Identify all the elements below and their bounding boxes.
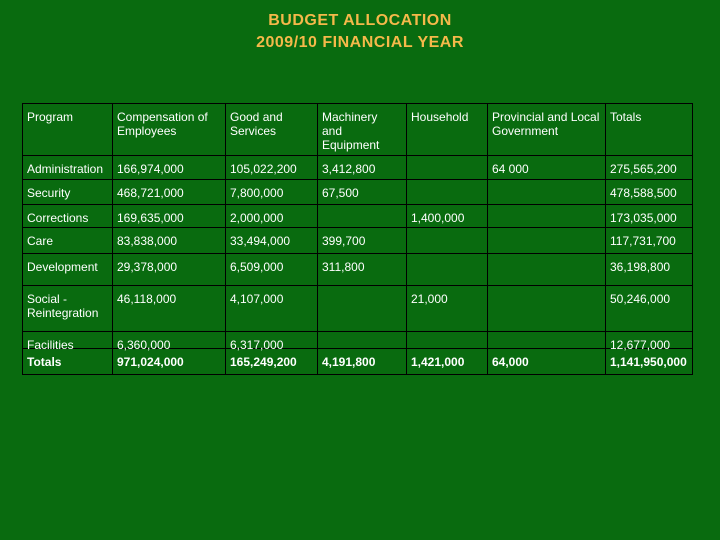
table-cell-goods-services: 2,000,000 [230, 211, 284, 225]
table-cell-goods-services: 6,317,000 [230, 338, 284, 352]
table-cell-goods-services: 6,509,000 [230, 260, 284, 274]
table-cell-household: 21,000 [411, 292, 448, 306]
table-cell-program: Care [27, 234, 54, 248]
table-row-divider [22, 285, 693, 286]
table-cell-goods-services: 7,800,000 [230, 186, 284, 200]
totals-cell-compensation: 971,024,000 [117, 355, 184, 369]
table-row-divider [22, 227, 693, 228]
table-row-divider [22, 204, 693, 205]
table-row-divider [22, 103, 693, 104]
table-cell-totals: 173,035,000 [610, 211, 677, 225]
table-cell-goods-services: 105,022,200 [230, 162, 297, 176]
table-cell-totals: 36,198,800 [610, 260, 671, 274]
page-title [0, 10, 720, 54]
table-row-divider [22, 331, 693, 332]
table-row-divider [22, 179, 693, 180]
table-cell-program: Administration [27, 162, 104, 176]
column-header-provincial-local: Provincial and Local Government [492, 110, 600, 138]
table-column-divider [112, 103, 113, 375]
column-header-totals: Totals [610, 110, 642, 124]
table-cell-program: Corrections [27, 211, 89, 225]
budget-table [22, 103, 693, 375]
table-cell-totals: 275,565,200 [610, 162, 677, 176]
table-row-divider [22, 155, 693, 156]
table-column-divider [605, 103, 606, 375]
table-row-divider [22, 374, 693, 375]
totals-cell-program: Totals [27, 355, 62, 369]
table-cell-machinery: 3,412,800 [322, 162, 376, 176]
table-cell-goods-services: 4,107,000 [230, 292, 284, 306]
table-cell-machinery: 399,700 [322, 234, 366, 248]
table-row-divider [22, 253, 693, 254]
table-cell-household: 1,400,000 [411, 211, 465, 225]
table-cell-compensation: 29,378,000 [117, 260, 178, 274]
table-column-divider [225, 103, 226, 375]
column-header-program: Program [27, 110, 74, 124]
table-cell-totals: 117,731,700 [610, 234, 676, 248]
totals-cell-goods-services: 165,249,200 [230, 355, 297, 369]
table-cell-provincial-local: 64 000 [492, 162, 529, 176]
table-column-divider [317, 103, 318, 375]
totals-cell-machinery: 4,191,800 [322, 355, 376, 369]
table-cell-compensation: 83,838,000 [117, 234, 178, 248]
column-header-machinery: Machinery and Equipment [322, 110, 380, 152]
table-cell-compensation: 166,974,000 [117, 162, 184, 176]
totals-cell-provincial-local: 64,000 [492, 355, 529, 369]
table-cell-compensation: 468,721,000 [117, 186, 184, 200]
table-cell-machinery: 67,500 [322, 186, 359, 200]
table-cell-compensation: 6,360,000 [117, 338, 171, 352]
column-header-compensation: Compensation of Employees [117, 110, 208, 138]
column-header-household: Household [411, 110, 469, 124]
table-cell-totals: 478,588,500 [610, 186, 677, 200]
table-column-divider [22, 103, 23, 375]
table-cell-totals: 50,246,000 [610, 292, 671, 306]
table-cell-compensation: 169,635,000 [117, 211, 184, 225]
table-column-divider [487, 103, 488, 375]
totals-cell-household: 1,421,000 [411, 355, 465, 369]
table-cell-goods-services: 33,494,000 [230, 234, 291, 248]
totals-cell-totals: 1,141,950,000 [610, 355, 687, 369]
table-cell-compensation: 46,118,000 [117, 292, 177, 306]
table-cell-program: Security [27, 186, 71, 200]
table-cell-program: Facilities [27, 338, 74, 352]
title-line-2: 2009/10 FINANCIAL YEAR [256, 34, 464, 51]
table-column-divider [692, 103, 693, 375]
title-line-1: BUDGET ALLOCATION [268, 12, 452, 29]
table-cell-program: Social - Reintegration [27, 292, 99, 320]
table-cell-totals: 12,677,000 [610, 338, 671, 352]
table-cell-program: Development [27, 260, 98, 274]
column-header-goods-services: Good and Services [230, 110, 283, 138]
table-column-divider [406, 103, 407, 375]
table-cell-machinery: 311,800 [322, 260, 365, 274]
